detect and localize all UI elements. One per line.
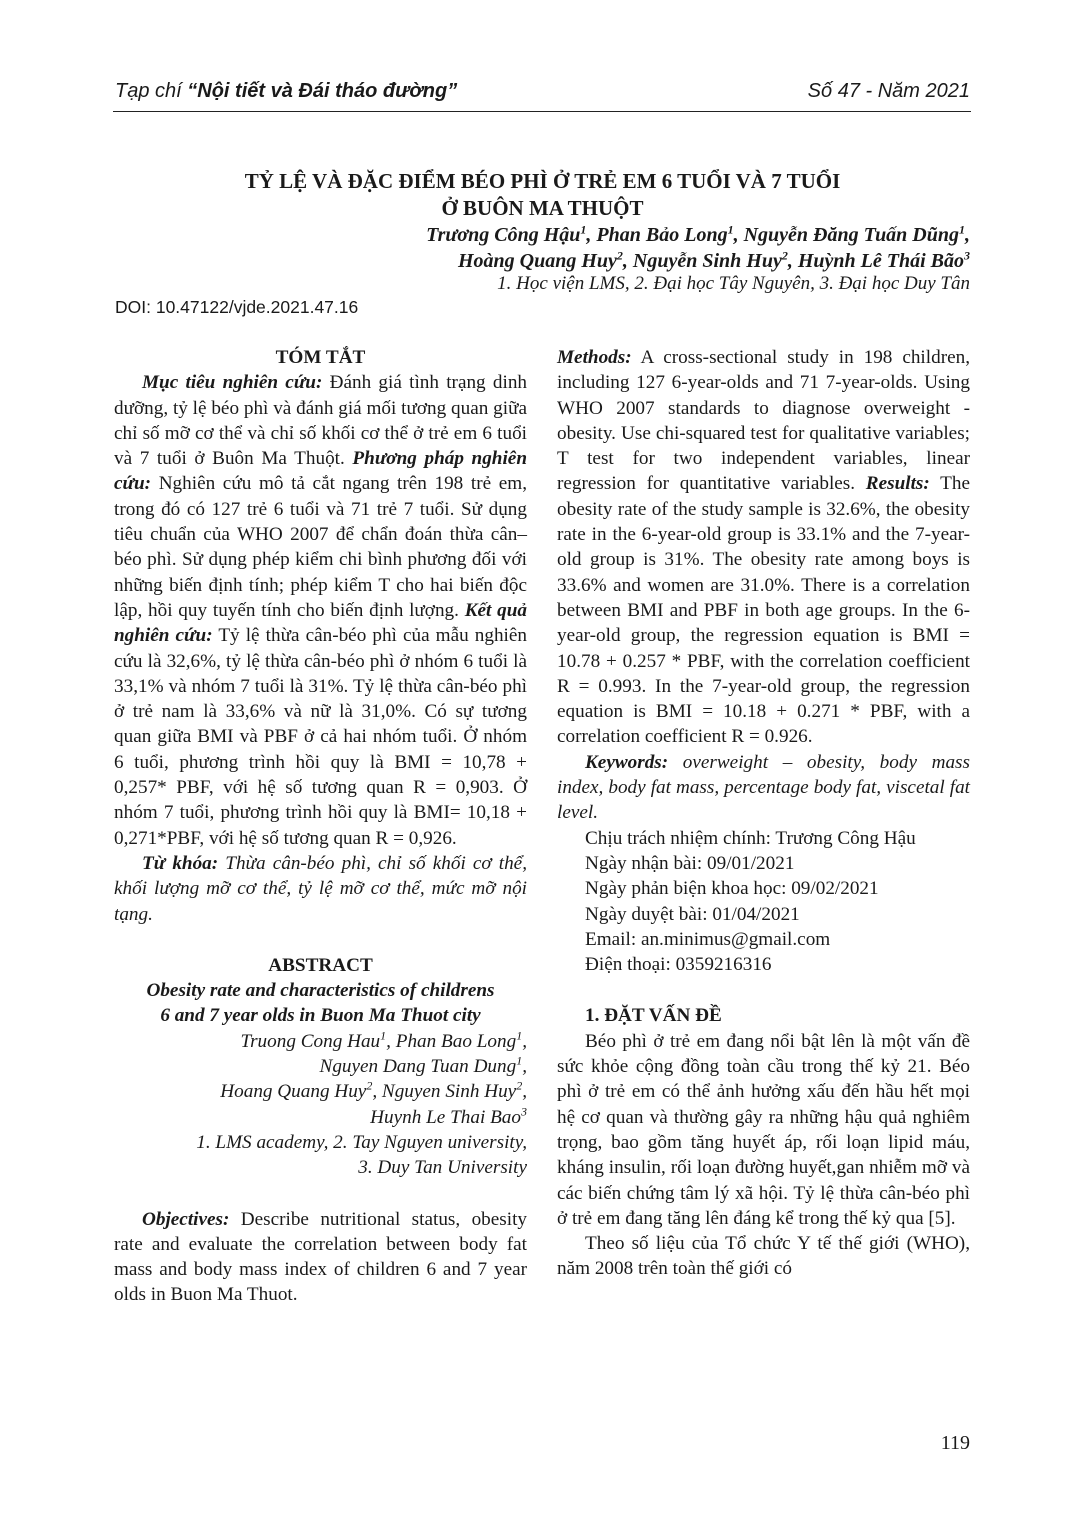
doi: DOI: 10.47122/vjde.2021.47.16 xyxy=(115,297,359,317)
summary-keywords: Từ khóa: Thừa cân-béo phì, chỉ số khối cơ thể, khối lượng mỡ cơ thể, tỷ lệ mỡ cơ thể, mức mỡ nội tạng. xyxy=(114,852,528,925)
journal-title: Tạp chí “Nội tiết và Đái tháo đường” xyxy=(115,80,458,102)
right-column xyxy=(557,345,970,1282)
title-line-2: Ở BUÔN MA THUỘT xyxy=(441,196,644,220)
abstract-keywords: Keywords: overweight – obesity, body mass index, body fat mass, percentage body fat, viscetal fat level. xyxy=(557,751,970,824)
abstract-title-line-2: 6 and 7 year olds in Buon Ma Thuot city xyxy=(160,1005,481,1027)
section-1-para-2: Theo số liệu của Tổ chức Y tế thế giới (WHO), năm 2008 trên toàn thế giới có xyxy=(557,1233,970,1280)
email: Email: an.minimus@gmail.com xyxy=(585,928,831,950)
title-line-1: TỶ LỆ VÀ ĐẶC ĐIỂM BÉO PHÌ Ở TRẺ EM 6 TUỔI VÀ 7 TUỔI xyxy=(244,169,841,193)
abstract-author-line-1: Truong Cong Hau$^1$, Phan Bao Long$^1$, xyxy=(240,1028,527,1052)
author-line-2: Hoàng Quang Huy$^2$, Nguyễn Sinh Huy$^2$, Huỳnh Lê Thái Bão$^3$ xyxy=(457,248,970,272)
running-header xyxy=(115,80,970,110)
header-rule xyxy=(113,111,971,112)
abstract-title-line-1: Obesity rate and characteristics of childrens xyxy=(146,980,495,1002)
author-line-1: Trương Công Hậu$^1$, Phan Bảo Long$^1$, Nguyễn Đăng Tuấn Dũng$^1$, xyxy=(426,222,970,246)
abstract-affil-line-2: 3. Duy Tan University xyxy=(358,1157,527,1179)
article-title xyxy=(115,168,970,222)
journal-name: “Nội tiết và Đái tháo đường” xyxy=(187,80,458,102)
abstract-affil-line-1: 1. LMS academy, 2. Tay Nguyen university, xyxy=(196,1131,527,1153)
section-1-para-1: Béo phì ở trẻ em đang nổi bật lên là một vấn đề sức khỏe cộng đồng toàn cầu trong thế kỷ 21. Béo phì ở trẻ em có thể ảnh hưởng xấu đến hầu hết mọi hệ cơ quan và thường gây ra những hậu quả nghiêm trọng, bao gồm tăng huyết áp, rối loạn lipid máu, kháng insulin, rối loạn đường huyết,gan nhiễm mỡ và các biến chứng tâm lý xã hội. Tỷ lệ thừa cân-béo phì ở trẻ em đang tăng lên đáng kể trong thế kỷ qua [5]. xyxy=(557,1030,970,1229)
abstract-body-continued: Methods: A cross-sectional study in 198 children, including 127 6-year-olds and 71 7-year-olds. Using WHO 2007 standards to diagnose overweight - obesity. Use chi-squared test for qualitative variables; T test for two independent variables, linear regression for quantitative variables. Results: The obesity rate of the study sample is 32.6%, the obesity rate in the 6-year-old group is 33.1% and the 7-year-old group is 31%. The obesity rate among boys is 33.6% and women are 31.0%. There is a correlation between BMI and PBF in both age groups. In the 6-year-old group, the regression equation is BMI = 10.78 + 0.257 * PBF, with the correlation coefficient R = 0.993. In the 7-year-old group, the regression equation is BMI = 10.18 + 0.271 * PBF, with a correlation coefficient R = 0.926. xyxy=(557,347,970,748)
corresponding-author: Chịu trách nhiệm chính: Trương Công Hậu xyxy=(585,827,916,849)
review-date: Ngày phản biện khoa học: 09/02/2021 xyxy=(585,878,879,900)
abstract-body: Objectives: Describe nutritional status, obesity rate and evaluate the correlation between body fat mass and body mass index of children 6 and 7 year olds in Buon Ma Thuot. xyxy=(114,1208,527,1306)
phone: Điện thoại: 0359216316 xyxy=(585,954,772,976)
received-date: Ngày nhận bài: 09/01/2021 xyxy=(585,852,795,874)
abstract-author-line-3: Hoang Quang Huy$^2$, Nguyen Sinh Huy$^2$, xyxy=(220,1078,527,1103)
abstract-heading: ABSTRACT xyxy=(268,954,373,976)
issue-info: Số 47 - Năm 2021 xyxy=(807,80,970,102)
affiliations: 1. Học viện LMS, 2. Đại học Tây Nguyên, 3. Đại học Duy Tân xyxy=(497,273,970,294)
abstract-author-line-2: Nguyen Dang Tuan Dung$^1$, xyxy=(319,1053,527,1078)
author-list xyxy=(270,222,970,274)
summary-body: Mục tiêu nghiên cứu: Đánh giá tình trạng dinh dưỡng, tỷ lệ béo phì và đánh giá mối tương quan giữa chỉ số mỡ cơ thể và chỉ số khối cơ thể ở trẻ em 6 tuổi và 7 tuổi ở Buôn Ma Thuột. Phương pháp nghiên cứu: Nghiên cứu mô tả cắt ngang trên 198 trẻ em, trong đó có 127 trẻ 6 tuổi và 71 trẻ 7 tuổi. Sử dụng tiêu chuẩn của WHO 2007 để chẩn đoán thừa cân–béo phì. Sử dụng phép kiểm chi bình phương đối với những biến định tính; phép kiểm T cho hai biến độc lập, hồi quy tuyến tính cho biến định lượng. Kết quả nghiên cứu: Tỷ lệ thừa cân-béo phì của mẫu nghiên cứu là 32,6%, tỷ lệ thừa cân-béo phì ở nhóm 6 tuổi là 33,1% và nhóm 7 tuổi là 31%. Tỷ lệ thừa cân-béo phì ở trẻ nam là 33,6% và nữ là 31,0%. Có sự tương quan giữa BMI và PBF ở cả hai nhóm tuổi. Ở nhóm 6 tuổi, phương trình hồi quy là BMI = 10,78 + 0,257* PBF, với hệ số tương quan R = 0,903. Ở nhóm 7 tuổi, phương trình hồi quy là BMI= 10,18 + 0,271*PBF, với hệ số tương quan R = 0,926. xyxy=(114,372,528,849)
section-1-heading: 1. ĐẶT VẤN ĐỀ xyxy=(585,1005,722,1027)
page-number: 119 xyxy=(940,1432,970,1454)
abstract-author-line-4: Huynh Le Thai Bao$^3$ xyxy=(370,1104,527,1128)
left-column xyxy=(114,345,527,1308)
accepted-date: Ngày duyệt bài: 01/04/2021 xyxy=(585,903,800,925)
summary-heading: TÓM TẮT xyxy=(275,347,366,368)
